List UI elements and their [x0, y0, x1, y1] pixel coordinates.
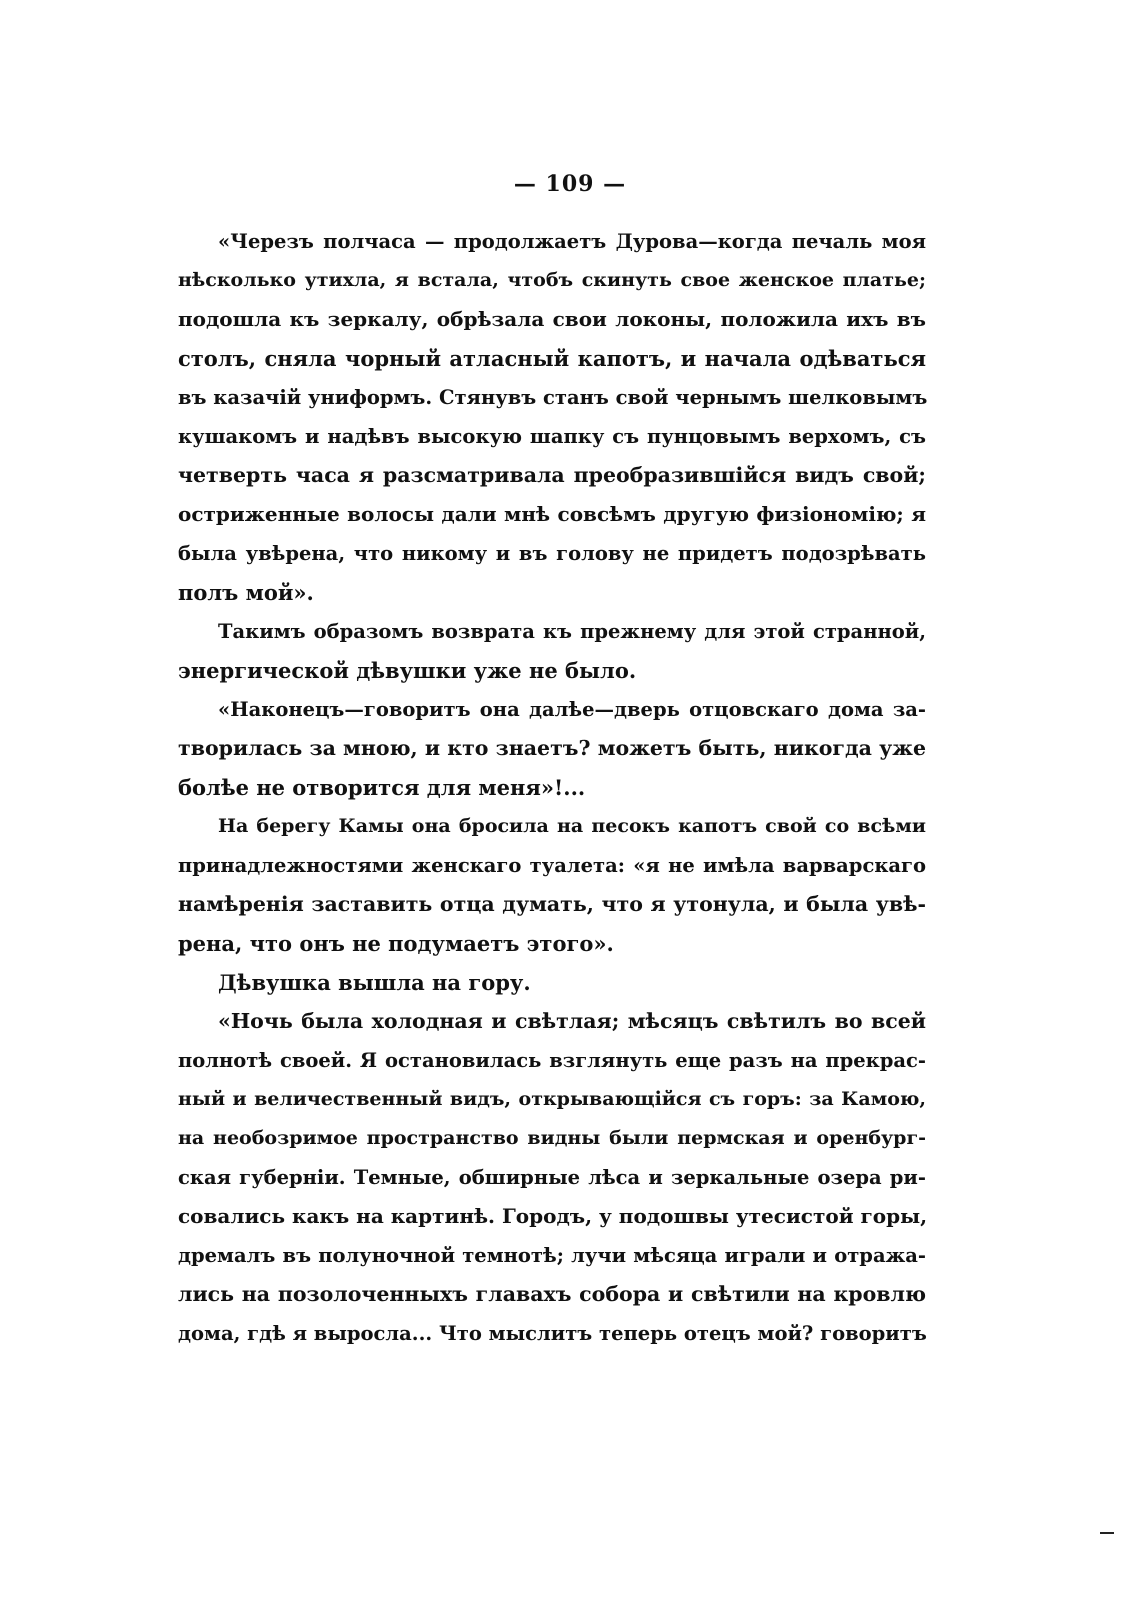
text-line: на необозримое пространство видны были пермская и оренбург-: [178, 1127, 926, 1149]
text-line: совались какъ на картинѣ. Городъ, у подошвы утесистой горы,: [178, 1204, 928, 1228]
text-line: столъ, сняла чорный атласный капотъ, и начала одѣваться: [178, 346, 926, 371]
page-number: — 109 —: [513, 171, 627, 197]
text-line: полнотѣ своей. Я остановилась взглянуть еще разъ на прекрас-: [178, 1049, 926, 1072]
body-text: [178, 222, 926, 1353]
text-line: рена, что онъ не подумаетъ этого».: [178, 931, 614, 956]
text-line: энергической дѣвушки уже не было.: [178, 658, 637, 683]
text-line: «Наконецъ—говоритъ она далѣе—дверь отцовскаго дома за-: [218, 698, 926, 721]
text-line: полъ мой».: [178, 580, 314, 605]
text-line: болѣе не отворится для меня»!...: [178, 775, 586, 800]
text-line: дремалъ въ полуночной темнотѣ; лучи мѣсяца играли и отража-: [178, 1244, 926, 1267]
text-line: ская губерніи. Темные, обширные лѣса и зеркальные озера ри-: [178, 1166, 926, 1189]
text-line: «Черезъ полчаса — продолжаетъ Дурова—когда печаль моя: [218, 230, 926, 253]
text-line: творилась за мною, и кто знаетъ? можетъ быть, никогда уже: [178, 736, 926, 760]
text-line: въ казачій униформъ. Стянувъ станъ свой чернымъ шелковымъ: [178, 386, 928, 409]
text-line: остриженные волосы дали мнѣ совсѣмъ другую физіономію; я: [178, 502, 926, 526]
text-line: «Ночь была холодная и свѣтлая; мѣсяцъ свѣтилъ во всей: [218, 1009, 926, 1033]
text-line: была увѣрена, что никому и въ голову не придетъ подозрѣвать: [178, 542, 926, 565]
text-line: Дѣвушка вышла на гору.: [218, 970, 531, 995]
edge-mark: [1100, 1532, 1114, 1534]
text-line: Такимъ образомъ возврата къ прежнему для этой странной,: [218, 620, 926, 643]
text-line: ный и величественный видъ, открывающійся съ горъ: за Камою,: [178, 1088, 926, 1110]
text-line: намѣренія заставить отца думать, что я утонула, и была увѣ-: [178, 892, 926, 916]
text-line: четверть часа я разсматривала преобразившійся видъ свой;: [178, 463, 926, 487]
text-line: дома, гдѣ я выросла... Что мыслитъ теперь отецъ мой? говоритъ: [178, 1322, 927, 1345]
text-line: На берегу Камы она бросила на песокъ капотъ свой со всѣми: [218, 815, 926, 837]
text-line: нѣсколько утихла, я встала, чтобъ скинуть свое женское платье;: [178, 269, 926, 291]
text-line: кушакомъ и надѣвъ высокую шапку съ пунцовымъ верхомъ, съ: [178, 425, 926, 448]
text-line: подошла къ зеркалу, обрѣзала свои локоны, положила ихъ въ: [178, 307, 926, 331]
text-line: лись на позолоченныхъ главахъ собора и свѣтили на кровлю: [178, 1282, 926, 1306]
text-line: принадлежностями женскаго туалета: «я не имѣла варварскаго: [178, 854, 926, 877]
